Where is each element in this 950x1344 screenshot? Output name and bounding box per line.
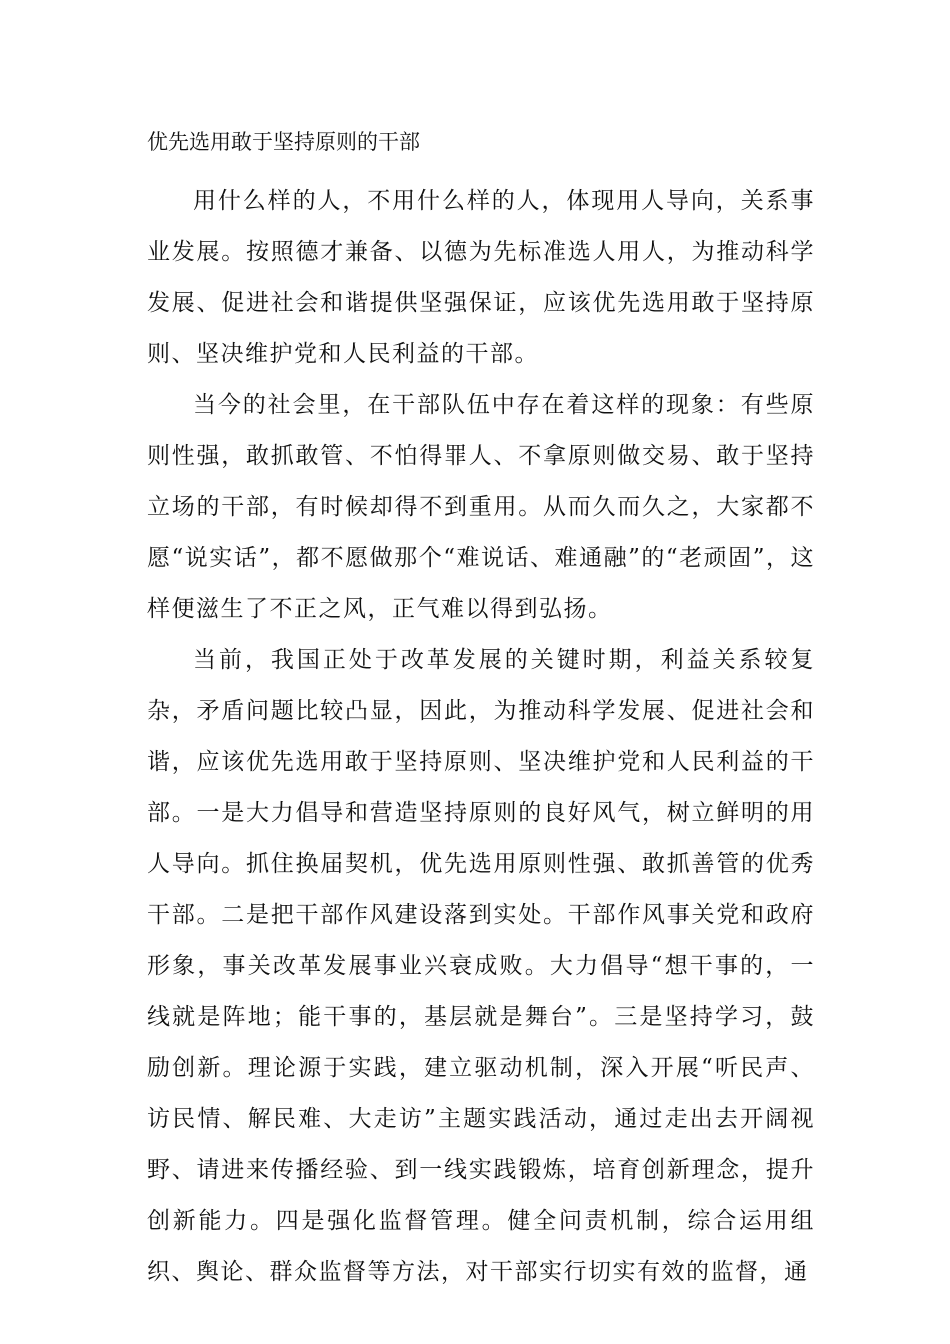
- paragraph-1: 用什么样的人，不用什么样的人，体现用人导向，关系事业发展。按照德才兼备、以德为先标准选人用人，为推动科学发展、促进社会和谐提供坚强保证，应该优先选用敢于坚持原则、坚决维护党和人民利益的干部。: [147, 188, 815, 367]
- document-body: [147, 130, 815, 1298]
- paragraph-2: 当今的社会里，在干部队伍中存在着这样的现象：有些原则性强，敢抓敢管、不怕得罪人、不拿原则做交易、敢于坚持立场的干部，有时候却得不到重用。从而久而久之，大家都不愿“说实话”，都不愿做那个“难说话、难通融”的“老顽固”，这样便滋生了不正之风，正气难以得到弘扬。: [147, 392, 815, 622]
- document-title: 优先选用敢于坚持原则的干部: [147, 130, 420, 154]
- paragraph-3: 当前，我国正处于改革发展的关键时期，利益关系较复杂，矛盾问题比较凸显，因此，为推动科学发展、促进社会和谐，应该优先选用敢于坚持原则、坚决维护党和人民利益的干部。一是大力倡导和营造坚持原则的良好风气，树立鲜明的用人导向。抓住换届契机，优先选用原则性强、敢抓善管的优秀干部。二是把干部作风建设落到实处。干部作风事关党和政府形象，事关改革发展事业兴衰成败。大力倡导“想干事的，一线就是阵地；能干事的，基层就是舞台”。三是坚持学习，鼓励创新。理论源于实践，建立驱动机制，深入开展“听民声、访民情、解民难、大走访”主题实践活动，通过走出去开阔视野、请进来传播经验、到一线实践锻炼，培育创新理念，提升创新能力。四是强化监督管理。健全问责机制，综合运用组织、舆论、群众监督等方法，对干部实行切实有效的监督，通: [147, 647, 815, 1285]
